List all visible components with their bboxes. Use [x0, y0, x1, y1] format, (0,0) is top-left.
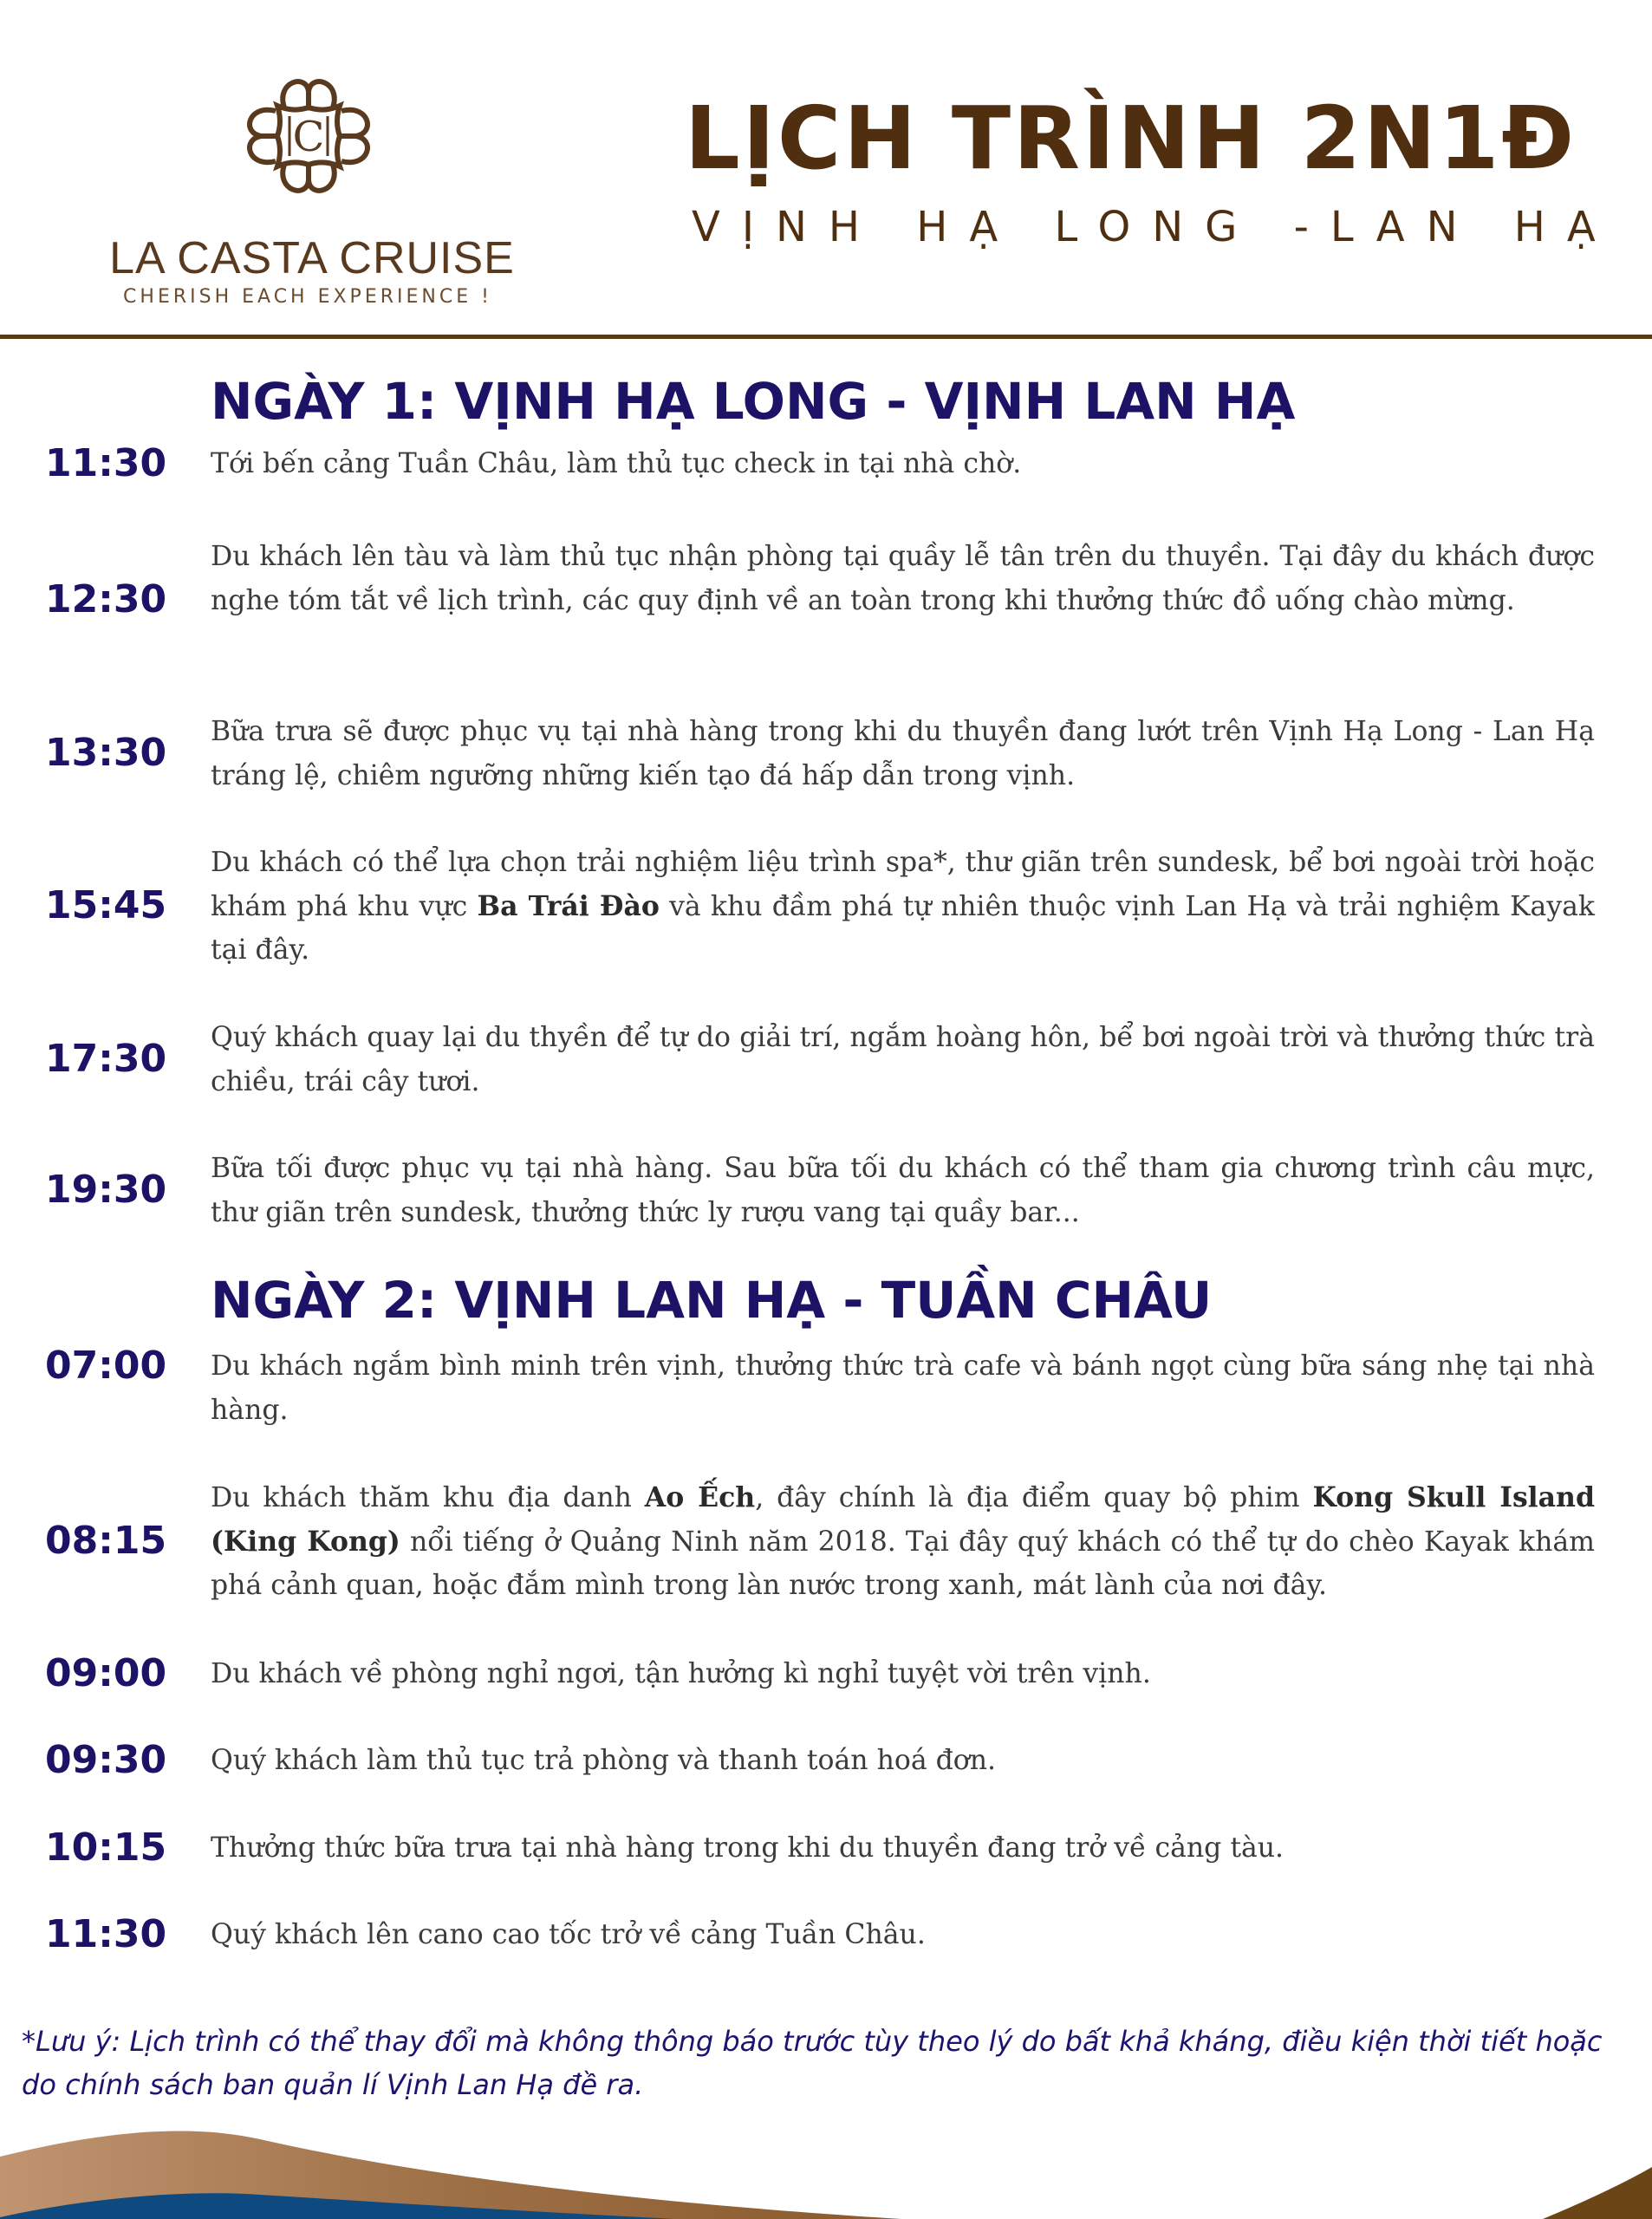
description-text: nổi tiếng ở Quảng Ninh năm 2018. Tại đây quý khách có thể tự do chèo Kayak khám phá cảnh quan, hoặc đắm mình trong làn nước trong xanh, mát lành của nơi đây. [211, 1526, 1596, 1601]
disclaimer-note: *Lưu ý: Lịch trình có thể thay đổi mà không thông báo trước tùy theo lý do bất khả kháng, điều kiện thời tiết hoặc do chính sách ban quản lí Vịnh Lan Hạ đề ra. [22, 2025, 1603, 2101]
header-divider [0, 335, 1652, 339]
footer-wave-decoration [0, 2115, 1652, 2219]
itinerary-description: Bữa trưa sẽ được phục vụ tại nhà hàng trong khi du thuyền đang lướt trên Vịnh Hạ Long - Lan Hạ tráng lệ, chiêm ngưỡng những kiến tạo đá hấp dẫn trong vịnh. [211, 716, 1595, 791]
itinerary-time: 17:30 [45, 1037, 167, 1081]
brand-emblem-icon [241, 73, 376, 199]
itinerary-time: 10:15 [45, 1825, 167, 1870]
itinerary-description: Tới bến cảng Tuần Châu, làm thủ tục check in tại nhà chờ. [211, 448, 1022, 479]
itinerary-description [211, 1476, 1595, 1608]
itinerary-description [211, 841, 1595, 973]
itinerary-time: 11:30 [45, 441, 167, 485]
svg-text:C: C [292, 113, 325, 161]
highlight-place-ba-trai-dao: Ba Trái Đào [477, 889, 660, 922]
itinerary-description: Du khách về phòng nghỉ ngơi, tận hưởng kì nghỉ tuyệt vời trên vịnh. [211, 1658, 1151, 1689]
page-title: LỊCH TRÌNH 2N1Đ [685, 88, 1577, 189]
itinerary-description: Thưởng thức bữa trưa tại nhà hàng trong khi du thuyền đang trở về cảng tàu. [211, 1832, 1285, 1864]
itinerary-time: 15:45 [45, 883, 167, 927]
itinerary-time: 09:00 [45, 1651, 167, 1695]
description-text: , đây chính là địa điểm quay bộ phim [755, 1482, 1313, 1513]
itinerary-time: 12:30 [45, 577, 167, 621]
itinerary-time: 07:00 [45, 1344, 167, 1388]
itinerary-description: Bữa tối được phục vụ tại nhà hàng. Sau bữa tối du khách có thể tham gia chương trình câu mực, thư giãn trên sundesk, thưởng thức ly rượu vang tại quầy bar... [211, 1153, 1595, 1228]
highlight-film-kong-skull-island: Kong Skull Island (King Kong) [211, 1481, 1595, 1558]
brand-tagline: CHERISH EACH EXPERIENCE ! [123, 286, 492, 308]
itinerary-time: 13:30 [45, 731, 167, 775]
description-text: Du khách có thể lựa chọn trải nghiệm liệu trình spa*, thư giãn trên sundesk, bể bơi ngoài trời hoặc khám phá khu vực [211, 847, 1595, 922]
itinerary-time: 09:30 [45, 1738, 167, 1782]
itinerary-description: Du khách lên tàu và làm thủ tục nhận phòng tại quầy lễ tân trên du thuyền. Tại đây du khách được nghe tóm tắt về lịch trình, các quy định về an toàn trong khi thưởng thức đồ uống chào mừng. [211, 541, 1595, 616]
itinerary-description: Quý khách lên cano cao tốc trở về cảng Tuần Châu. [211, 1919, 926, 1950]
brand-name: LA CASTA CRUISE [109, 233, 515, 283]
day-2-heading: NGÀY 2: VỊNH LAN HẠ - TUẦN CHÂU [211, 1271, 1213, 1330]
description-text: Du khách thăm khu địa danh [211, 1482, 645, 1513]
itinerary-description: Quý khách làm thủ tục trả phòng và thanh toán hoá đơn. [211, 1745, 997, 1776]
itinerary-description: Quý khách quay lại du thyền để tự do giải trí, ngắm hoàng hôn, bể bơi ngoài trời và thưởng thức trà chiều, trái cây tươi. [211, 1022, 1595, 1097]
itinerary-time: 08:15 [45, 1519, 167, 1563]
day-1-heading: NGÀY 1: VỊNH HẠ LONG - VỊNH LAN HẠ [211, 372, 1296, 431]
itinerary-time: 19:30 [45, 1168, 167, 1212]
itinerary-description: Du khách ngắm bình minh trên vịnh, thưởng thức trà cafe và bánh ngọt cùng bữa sáng nhẹ tại nhà hàng. [211, 1350, 1595, 1426]
itinerary-time: 11:30 [45, 1912, 167, 1956]
highlight-place-ao-ech: Ao Ếch [644, 1481, 756, 1513]
brand-logo [26, 35, 546, 308]
description-text: và khu đầm phá tự nhiên thuộc vịnh Lan Hạ và trải nghiệm Kayak tại đây. [211, 890, 1595, 966]
page-subtitle: VỊNH HẠ LONG -LAN HẠ [692, 203, 1617, 251]
